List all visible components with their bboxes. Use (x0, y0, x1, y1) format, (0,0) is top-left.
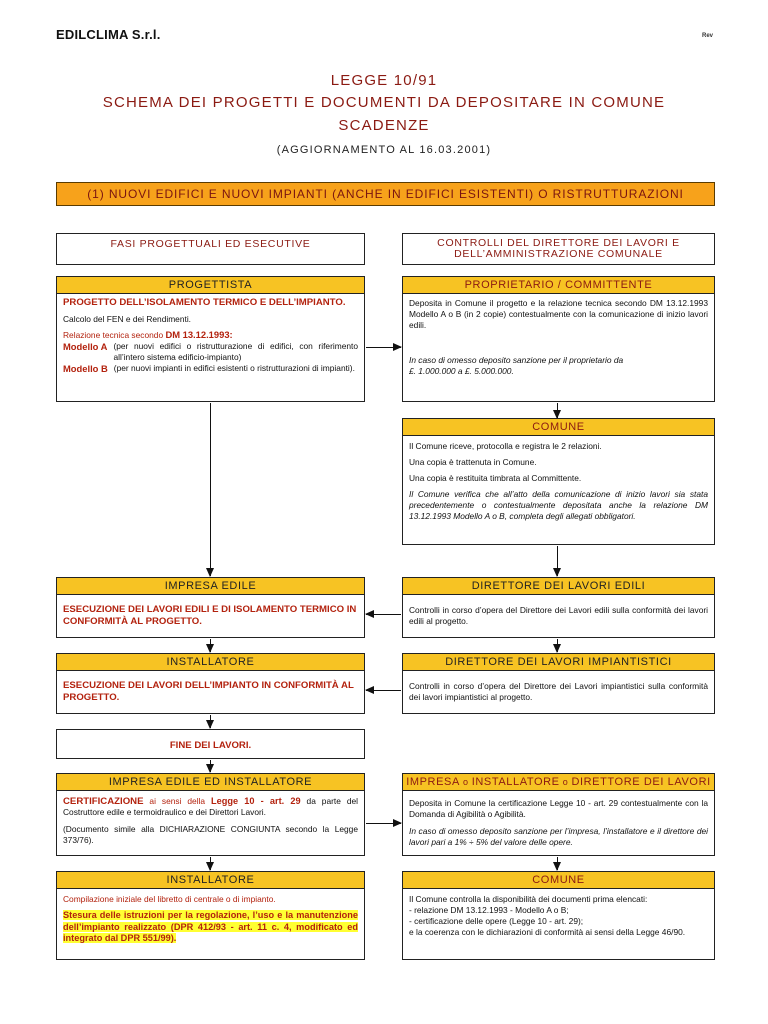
comune2-p2: - relazione DM 13.12.1993 - Modello A o B; (409, 905, 569, 915)
modello-b-text: (per nuovi impianti in edifici esistenti o ristrutturazioni di impianti). (113, 363, 355, 373)
column-head-phases (56, 233, 365, 265)
arrow-progettista-to-proprietario (366, 347, 401, 348)
impresa-inst-header: IMPRESA EDILE ED INSTALLATORE (56, 773, 365, 791)
direttore-edili-text: Controlli in corso d’opera del Direttore dei Lavori edili sulla conformità dei lavori edili al progetto. (409, 605, 708, 626)
impresa-dir-header-d: o (559, 777, 572, 787)
proprietario-box (402, 293, 715, 402)
column-head-controls-line2: DELL’AMMINISTRAZIONE COMUNALE (454, 248, 663, 260)
proprietario-sanzione-b: £. 1.000.000 a £. 5.000.000. (409, 366, 514, 376)
comune-header-2: COMUNE (402, 871, 715, 889)
installatore-box-1 (56, 670, 365, 714)
direttore-edili-header: DIRETTORE DEI LAVORI EDILI (402, 577, 715, 595)
direttore-imp-header: DIRETTORE DEI LAVORI IMPIANTISTICI (402, 653, 715, 671)
comune1-p1: Il Comune riceve, protocolla e registra le 2 relazioni. (409, 441, 602, 451)
installatore-header-1: INSTALLATORE (56, 653, 365, 671)
update-date: (AGGIORNAMENTO AL 16.03.2001) (276, 144, 492, 156)
installatore2-p2: Stesura delle istruzioni per la regolazione, l’uso e la manutenzione dell’impianto realizzato (DPR 412/93 - art. 11 c. 4, modificato ed integrato dal DPR 551/99). (63, 910, 358, 943)
arrow-deposito-to-comune (557, 857, 558, 870)
direttore-imp-box (402, 670, 715, 714)
schema-title: SCHEMA DEI PROGETTI E DOCUMENTI DA DEPOSITARE IN COMUNE (102, 94, 666, 111)
progettista-rel-a: Relazione tecnica secondo (63, 330, 166, 340)
column-head-controls-line1: CONTROLLI DEL DIRETTORE DEI LAVORI E (437, 237, 680, 249)
fine-lavori-box (56, 729, 365, 759)
arrow-comune-to-direttore (557, 546, 558, 576)
cert-d: da parte del Costruttore edile e termoidraulico e dei Direttori Lavori. (63, 796, 359, 817)
comune-header-1: COMUNE (402, 418, 715, 436)
progettista-box (56, 293, 365, 402)
impresa-edile-box (56, 594, 365, 638)
impresa-dir-box (402, 790, 715, 856)
arrow-progettista-to-impresa (210, 403, 211, 576)
comune1-p2: Una copia è trattenuta in Comune. (409, 457, 537, 467)
comune-box-2 (402, 888, 715, 960)
progettista-calc: Calcolo del FEN e dei Rendimenti. (63, 314, 192, 324)
arrow-certificazione-to-deposito (366, 823, 401, 824)
impresa-dir-text: Deposita in Comune la certificazione Legge 10 - art. 29 contestualmente con la Domanda di Agibilità o Agibilità. (409, 798, 708, 819)
impresa-inst-box (56, 790, 365, 856)
fine-lavori-text: FINE DEI LAVORI. (169, 740, 252, 751)
impresa-dir-header (402, 773, 715, 791)
arrow-direttore-imp-to-installatore (366, 690, 401, 691)
impresa-inst-doc: (Documento simile alla DICHIARAZIONE CONGIUNTA secondo la Legge 373/76). (63, 824, 358, 845)
scadenze-title: SCADENZE (338, 117, 430, 134)
column-head-controls (402, 233, 715, 265)
installatore1-text: ESECUZIONE DEI LAVORI DELL’IMPIANTO IN CONFORMITÀ AL PROGETTO. (63, 680, 354, 703)
impresa-dir-sanzione: In caso di omesso deposito sanzione per l’impresa, l’installatore e il direttore dei lavori pari a 1% ÷ 5% del valore delle opere. (409, 826, 708, 847)
progettista-rel-b: DM 13.12.1993: (165, 329, 233, 340)
installatore-header-2: INSTALLATORE (56, 871, 365, 889)
arrow-impresa-to-installatore (210, 639, 211, 652)
installatore2-p1: Compilazione iniziale del libretto di centrale o di impianto. (63, 894, 276, 904)
certificazione-label: CERTIFICAZIONE (63, 796, 144, 807)
impresa-dir-header-c: INSTALLATORE (471, 776, 560, 788)
arrow-direttore-edili-to-imp (557, 639, 558, 652)
progettista-header: PROGETTISTA (56, 276, 365, 294)
arrow-fine-to-certificazione (210, 760, 211, 772)
modello-a-label: Modello A (63, 341, 108, 352)
comune1-p4: Il Comune verifica che all’atto della comunicazione di inizio lavori sia stata precedentemente o contestualmente depositata anche la relazione DM 13.12.1993 Modello A o B, completa degli allegati obbligatori. (409, 489, 708, 521)
impresa-edile-header: IMPRESA EDILE (56, 577, 365, 595)
proprietario-sanzione-a: In caso di omesso deposito sanzione per il proprietario da (409, 355, 624, 365)
arrow-proprietario-to-comune (557, 403, 558, 418)
impresa-dir-header-b: o (459, 777, 472, 787)
modello-b-label: Modello B (63, 363, 108, 374)
progettista-title: PROGETTO DELL’ISOLAMENTO TERMICO E DELL’IMPIANTO. (63, 297, 346, 308)
direttore-edili-box (402, 594, 715, 638)
impresa-dir-header-e: DIRETTORE DEI LAVORI (571, 776, 711, 788)
page-ref: Rev (702, 33, 714, 39)
arrow-installatore-to-fine (210, 715, 211, 728)
cert-c: Legge 10 - art. 29 (211, 796, 301, 806)
comune1-p3: Una copia è restituita timbrata al Committente. (409, 473, 582, 483)
impresa-dir-header-a: IMPRESA (406, 776, 460, 788)
cert-b: ai sensi della (143, 796, 212, 806)
section-banner: (1) NUOVI EDIFICI E NUOVI IMPIANTI (ANCHE IN EDIFICI ESISTENTI) O RISTRUTTURAZIONI (56, 182, 715, 206)
proprietario-header: PROPRIETARIO / COMMITTENTE (402, 276, 715, 294)
column-head-phases-label: FASI PROGETTUALI ED ESECUTIVE (110, 238, 311, 250)
modello-a-text: (per nuovi edifici o ristrutturazione di edifici, con riferimento all’intero sistema edificio-impianto) (113, 341, 358, 362)
arrow-certificazione-to-installatore (210, 857, 211, 870)
proprietario-text: Deposita in Comune il progetto e la relazione tecnica secondo DM 13.12.1993 Modello A o B (in 2 copie) contestualmente con la comunicazione di inizio lavori edili. (409, 298, 708, 330)
arrow-direttore-edili-to-impresa (366, 614, 401, 615)
law-title: LEGGE 10/91 (330, 72, 438, 89)
impresa-edile-text: ESECUZIONE DEI LAVORI EDILI E DI ISOLAMENTO TERMICO IN CONFORMITÀ AL PROGETTO. (63, 604, 357, 627)
comune-box-1 (402, 435, 715, 545)
comune2-p1: Il Comune controlla la disponibilità dei documenti prima elencati: (409, 894, 648, 904)
direttore-imp-text: Controlli in corso d’opera del Direttore dei Lavori impiantistici sulla conformità dei lavori impiantistici al progetto. (409, 681, 708, 702)
comune2-p4: e la coerenza con le dichiarazioni di conformità ai sensi della Legge 46/90. (409, 927, 686, 937)
company-name: EDILCLIMA S.r.l. (56, 27, 161, 42)
comune2-p3: - certificazione delle opere (Legge 10 - art. 29); (409, 916, 584, 926)
installatore-box-2 (56, 888, 365, 960)
